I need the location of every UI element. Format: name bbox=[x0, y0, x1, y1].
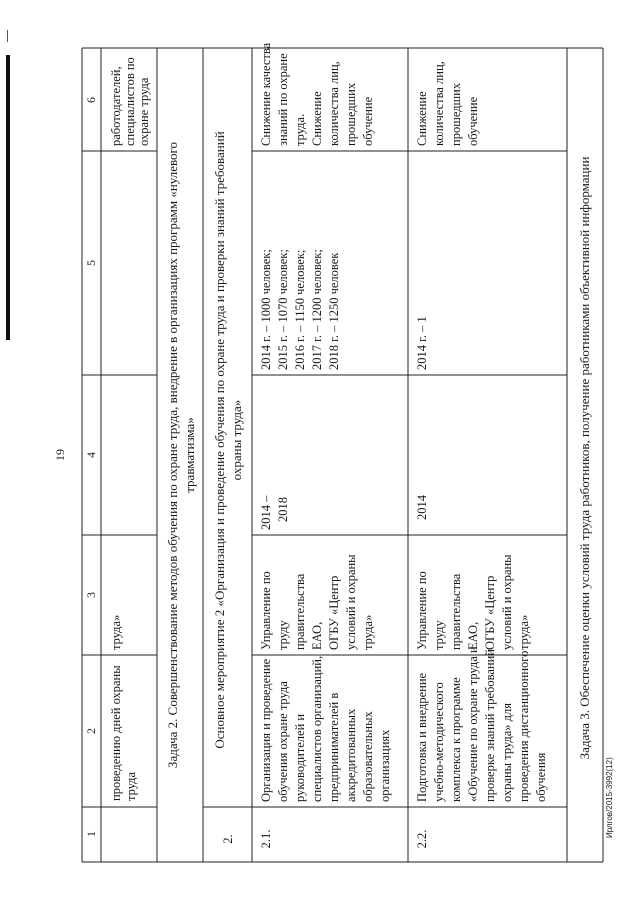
row-2-2-col3-l3: правительства bbox=[449, 573, 463, 650]
row-2-2-col4-l1: 2014 bbox=[415, 495, 429, 520]
row-2-2-col2-l6: охраны труда» для bbox=[500, 703, 514, 802]
row-2-2-col3-l6: условий и охраны bbox=[500, 554, 514, 650]
row-2-1-col3-l2: труду bbox=[276, 620, 290, 650]
row-2-2-col3-l2: труду bbox=[432, 620, 446, 650]
row-2-2-indicators bbox=[415, 316, 429, 370]
row-2-1-col6-l7: обучение bbox=[361, 96, 375, 146]
page-number: 19 bbox=[53, 449, 67, 461]
row-2-1-col2-l2: обучения охране труда bbox=[276, 681, 290, 802]
row-2-2-col3-l5: ОГБУ «Центр bbox=[483, 575, 497, 650]
row-2-2-col2-l4: «Обучение по охране труда и bbox=[466, 646, 480, 802]
row-2-2-col5-l1: 2014 г. – 1 bbox=[415, 316, 429, 370]
task-2-line1: Задача 2. Совершенствование методов обучения по охране труда, внедрение в организациях программ «нулевого bbox=[165, 141, 180, 769]
top-row-col3-line1: труда» bbox=[109, 614, 123, 650]
row-2-2-col3-l1: Управление по bbox=[415, 571, 429, 650]
row-2-1-indicators bbox=[259, 249, 341, 370]
row-2-1-col2-l8: организациях bbox=[378, 729, 392, 802]
row-2-1-col5-l1: 2014 г. – 1000 человек; bbox=[259, 249, 273, 370]
row-2-2-col6-l2: количества лиц, bbox=[432, 61, 446, 146]
top-row-col2-line1: проведению дней охраны bbox=[109, 665, 123, 801]
row-2-2-col6-l1: Снижение bbox=[415, 91, 429, 146]
event-2-title-line2: охраны труда» bbox=[229, 399, 244, 481]
row-2-1-col5-l3: 2016 г. – 1150 человек; bbox=[293, 249, 307, 370]
header-col-5: 5 bbox=[84, 260, 98, 266]
task-3-line1: Задача 3. Обеспечение оценки условий труда работников, получение работниками объективной информации bbox=[577, 156, 592, 760]
header-col-1: 1 bbox=[84, 831, 98, 837]
row-2-1-col3-l1: Управление по bbox=[259, 571, 273, 650]
row-2-1-number: 2.1. bbox=[259, 829, 273, 849]
row-2-2-col6-l4: обучение bbox=[466, 96, 480, 146]
event-2-number: 2. bbox=[221, 834, 235, 844]
row-2-1-col6-l5: количества лиц, bbox=[327, 61, 341, 146]
row-2-1-col2-l5: предпринимателей в bbox=[327, 692, 341, 802]
row-2-1-col5-l4: 2017 г. – 1200 человек; bbox=[310, 249, 324, 370]
row-2-2-col6-l3: прошедших bbox=[449, 82, 463, 146]
row-2-1-col5-l2: 2015 г. – 1070 человек; bbox=[276, 249, 290, 370]
row-2-1-col2-l7: образовательных bbox=[361, 711, 375, 802]
row-2-2-col2-l1: Подготовка и внедрение bbox=[415, 672, 429, 802]
row-2-1-col2-l1: Организация и проведение bbox=[259, 658, 273, 802]
row-2-2-number: 2.2. bbox=[415, 829, 429, 849]
top-row-col6-line3: охране труда bbox=[137, 77, 151, 146]
row-2-1-col4-l2: 2018 bbox=[276, 497, 290, 522]
scan-edge-mark bbox=[6, 55, 10, 340]
event-2-title-line1: Основное мероприятие 2 «Организация и проведение обучения по охране труда и проверки знаний требований bbox=[212, 131, 227, 749]
row-2-1-col6-l1: Снижение качества bbox=[259, 42, 273, 146]
top-row-col2-line2: труда bbox=[124, 771, 138, 801]
row-2-1-col3-l5: ОГБУ «Центр bbox=[327, 575, 341, 650]
header-col-4: 4 bbox=[84, 452, 98, 458]
row-2-2-col2-l8: обучения bbox=[534, 752, 548, 802]
row-2-1-col2-l4: специалистов организаций, bbox=[310, 655, 324, 802]
row-2-1-col3-l4: ЕАО, bbox=[310, 621, 324, 650]
row-2-1-col6-l6: прошедших bbox=[344, 82, 358, 146]
row-2-2-col2-l5: проверке знаний требований bbox=[483, 649, 497, 802]
row-2-1-col5-l5: 2018 г. – 1250 человек bbox=[327, 252, 341, 370]
top-row-col6-line2: специалистов по bbox=[123, 57, 137, 146]
task-3-band bbox=[577, 157, 592, 760]
scan-edge-dash bbox=[7, 30, 8, 42]
top-row-col6-line1: работодателей, bbox=[109, 66, 123, 146]
footer-code: Ирлгов/2015-3992(12) bbox=[605, 757, 614, 838]
row-2-1-col2-l3: руководителей и bbox=[293, 713, 307, 802]
row-2-2-col2-l2: учебно-методического bbox=[432, 682, 446, 802]
row-2-1-col6-l2: знаний по охране bbox=[276, 53, 290, 146]
header-col-2: 2 bbox=[84, 728, 98, 734]
row-2-1-col2-l6: аккредитованных bbox=[344, 708, 358, 802]
header-col-6: 6 bbox=[84, 97, 98, 103]
header-col-3: 3 bbox=[84, 592, 98, 598]
row-2-1-col6-l4: Снижение bbox=[310, 91, 324, 146]
row-2-2-col2-l7: проведения дистанционного bbox=[517, 650, 531, 802]
row-2-2-period bbox=[415, 494, 429, 520]
row-2-1-col3-l7: труда» bbox=[361, 614, 375, 650]
row-2-1-col3-l3: правительства bbox=[293, 573, 307, 650]
row-2-2-col3-l4: ЕАО, bbox=[466, 621, 480, 650]
row-2-1-col3-l6: условий и охраны bbox=[344, 554, 358, 650]
row-2-1-col6-l3: труда. bbox=[293, 113, 307, 146]
task-2-line2: травматизма» bbox=[182, 417, 197, 493]
row-2-2-col3-l7: труда» bbox=[517, 614, 531, 650]
row-2-2-col2-l3: комплекса к программе bbox=[449, 677, 463, 802]
row-2-1-col4-l1: 2014 – bbox=[259, 495, 273, 530]
